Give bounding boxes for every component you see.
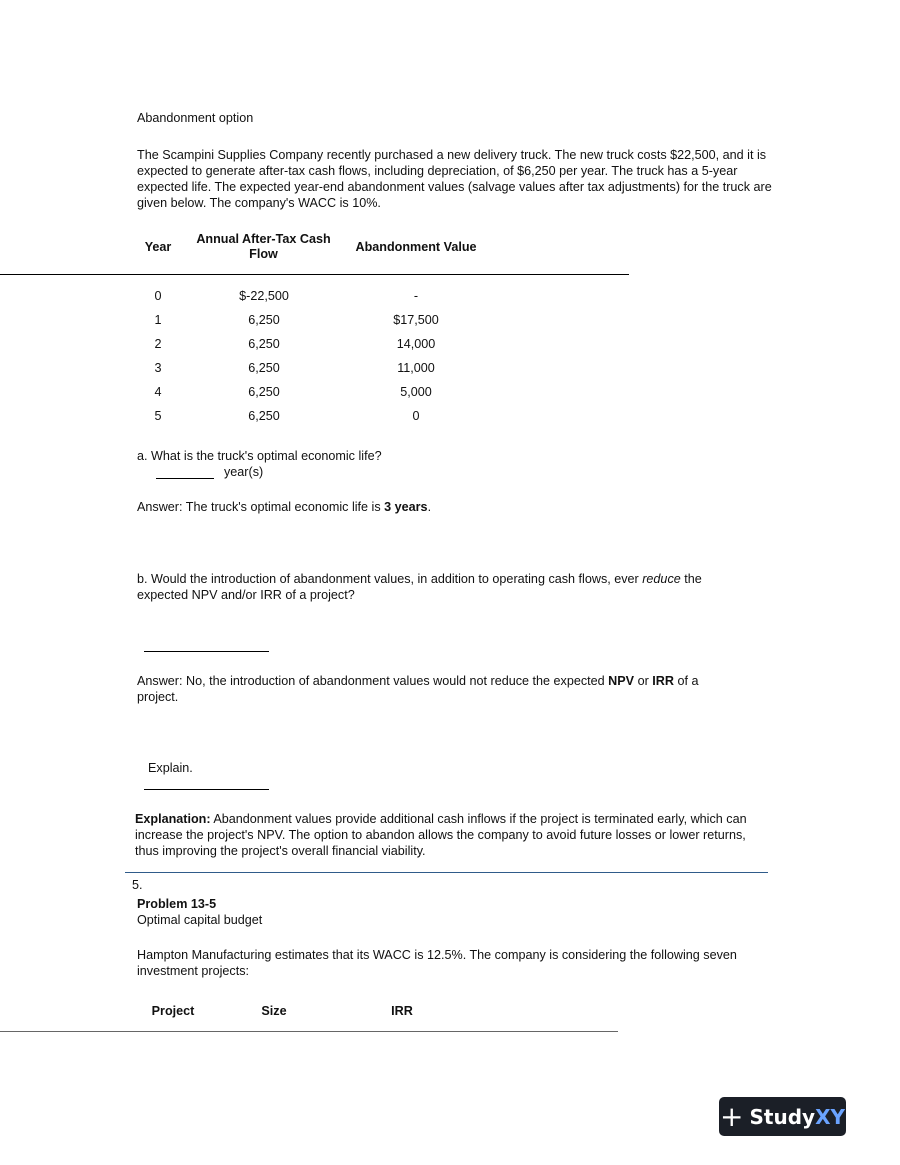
answer-b-suffix: of a project. bbox=[137, 674, 699, 704]
question-b-emphasis: reduce bbox=[642, 572, 681, 586]
table-header-year: Year bbox=[144, 240, 172, 254]
table-cell: 5 bbox=[154, 409, 162, 423]
table-cell: 6,250 bbox=[248, 313, 280, 327]
answer-b bbox=[137, 673, 737, 705]
question-a-unit: year(s) bbox=[224, 465, 264, 479]
explanation-label: Explanation: bbox=[135, 812, 211, 826]
plus-icon: + bbox=[720, 1099, 744, 1133]
table-cell: 5,000 bbox=[400, 385, 432, 399]
question-b-suffix: the expected NPV and/or IRR of a project? bbox=[137, 572, 702, 602]
logo-text-main: Study bbox=[749, 1104, 816, 1129]
question-a: a. What is the truck's optimal economic life? bbox=[137, 449, 382, 463]
table-header-rule bbox=[0, 274, 629, 275]
table2-header-irr: IRR bbox=[391, 1004, 413, 1018]
question-b-text: b. Would the introduction of abandonment values, in addition to operating cash flows, ever bbox=[137, 572, 643, 586]
answer-a bbox=[137, 499, 431, 515]
answer-a-suffix: . bbox=[427, 500, 432, 514]
table-cell: $17,500 bbox=[393, 313, 439, 327]
table-cell: 6,250 bbox=[248, 361, 280, 375]
problem-number: 5. bbox=[132, 878, 143, 892]
section-title: Abandonment option bbox=[137, 111, 254, 125]
answer-b-or: or bbox=[634, 674, 653, 688]
table-cell: $-22,500 bbox=[239, 289, 289, 303]
table2-header-project: Project bbox=[151, 1004, 195, 1018]
section-divider bbox=[125, 872, 768, 873]
table-cell: 3 bbox=[154, 361, 162, 375]
table-cell: 2 bbox=[154, 337, 162, 351]
table-cell: 6,250 bbox=[248, 337, 280, 351]
intro-paragraph: The Scampini Supplies Company recently purchased a new delivery truck. The new truck costs $22,500, and it is expected to generate after-tax cash flows, including depreciation, of $6,250 per year. The truck has a 5-year expected life. The expected year-end abandonment values (salvage values after tax adjustments) for the truck are given below. The company's WACC is 10%. bbox=[137, 148, 772, 210]
answer-blank-a[interactable] bbox=[156, 478, 214, 479]
answer-a-value: 3 years bbox=[384, 500, 428, 514]
table-cell: 0 bbox=[412, 409, 420, 423]
answer-blank-b[interactable] bbox=[144, 651, 269, 652]
problem-subtitle: Optimal capital budget bbox=[137, 913, 263, 927]
table-cell: 6,250 bbox=[248, 409, 280, 423]
explanation bbox=[135, 811, 765, 859]
problem-intro: Hampton Manufacturing estimates that its WACC is 12.5%. The company is considering the following seven investment projects: bbox=[137, 948, 737, 978]
table-cell: 14,000 bbox=[396, 337, 436, 351]
explain-label: Explain. bbox=[148, 761, 193, 775]
answer-a-text: Answer: The truck's optimal economic life is bbox=[137, 500, 385, 514]
table2-header-size: Size bbox=[261, 1004, 287, 1018]
logo-text-accent: XY bbox=[815, 1104, 845, 1129]
table-header-cash-flow: Annual After-Tax Cash Flow bbox=[196, 232, 331, 261]
table-cell: 0 bbox=[154, 289, 162, 303]
answer-b-text: Answer: No, the introduction of abandonment values would not reduce the expected bbox=[137, 674, 609, 688]
table-cell: 11,000 bbox=[397, 361, 435, 375]
answer-b-irr: IRR bbox=[652, 674, 674, 688]
table-cell: - bbox=[413, 289, 419, 303]
problem-title: Problem 13-5 bbox=[137, 897, 217, 911]
question-b bbox=[137, 571, 747, 603]
explanation-text: Abandonment values provide additional cash inflows if the project is terminated early, which can increase the project's NPV. The option to abandon allows the company to avoid future losses or lower returns, thus improving the project's overall financial viability. bbox=[135, 812, 747, 858]
explain-blank[interactable] bbox=[144, 789, 269, 790]
table2-header-rule bbox=[0, 1031, 618, 1032]
table-cell: 1 bbox=[154, 313, 162, 327]
table-header-abandonment: Abandonment Value bbox=[355, 240, 477, 254]
studyxy-logo bbox=[719, 1097, 846, 1136]
table-cell: 6,250 bbox=[248, 385, 280, 399]
answer-b-npv: NPV bbox=[608, 674, 635, 688]
table-cell: 4 bbox=[154, 385, 162, 399]
